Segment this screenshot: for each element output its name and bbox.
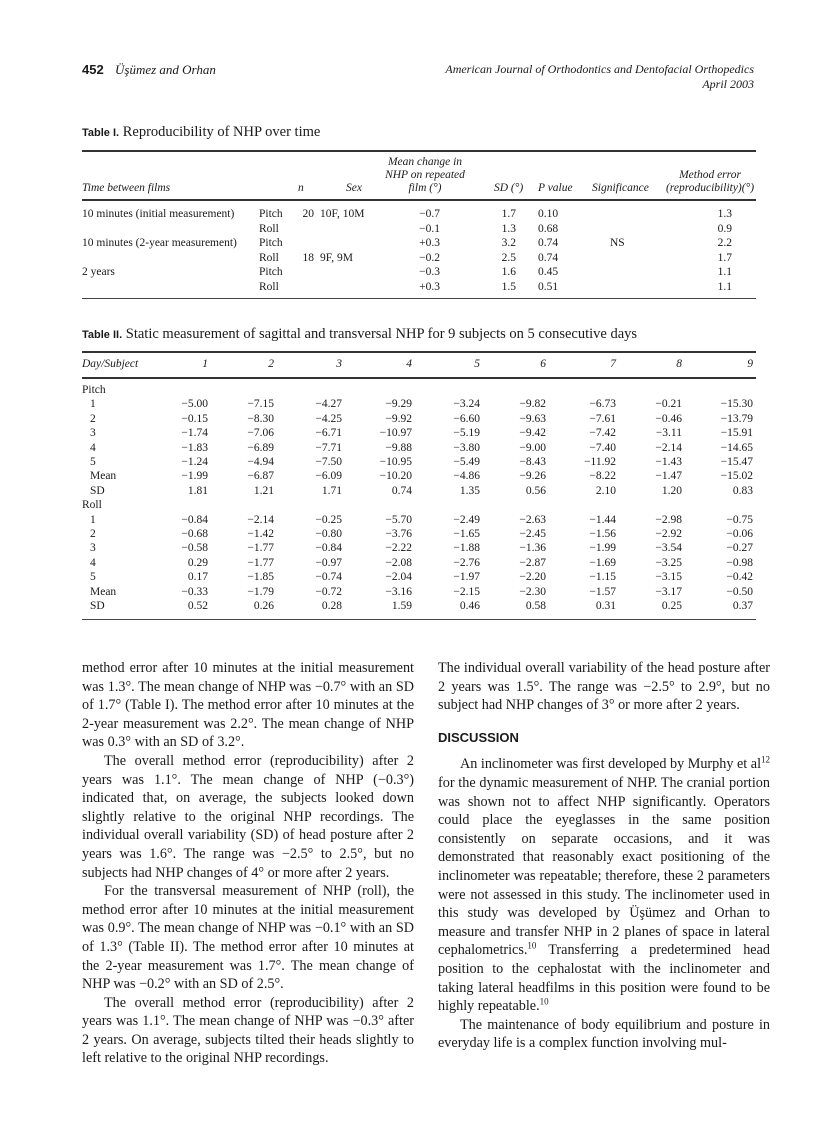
t2-cell: −6.71 — [315, 427, 342, 440]
t2-cell: −1.74 — [181, 427, 208, 440]
t2-cell: −1.85 — [247, 571, 274, 584]
t2-cell: −0.68 — [181, 528, 208, 540]
t2-cell: −11.92 — [584, 456, 616, 468]
table2-bottom-rule — [82, 619, 756, 620]
running-authors: Üşümez and Orhan — [115, 62, 216, 77]
t2-cell: −15.30 — [720, 398, 753, 411]
t2-cell: −0.72 — [315, 585, 342, 598]
t2-cell: 0.31 — [595, 600, 616, 612]
t2-cell: −1.97 — [453, 571, 480, 584]
t2-cell: −5.19 — [453, 427, 480, 440]
t2-cell: −0.06 — [726, 528, 753, 540]
t2-cell: 0.26 — [253, 600, 274, 612]
t2-cell: −0.21 — [655, 398, 682, 411]
t2-cell: −2.49 — [453, 513, 480, 526]
t2-cell: −9.88 — [385, 441, 412, 454]
t1-cell-me: 0.9 — [717, 222, 732, 235]
text-span: Transferring a predetermined head position to the cephalostat with the inclinometer and taking lateral headfilms in this position were found to be highly repeatable. — [438, 942, 770, 1015]
paragraph: The maintenance of body equilibrium and posture in everyday life is a complex function involving mul- — [438, 1016, 770, 1052]
journal-issue: April 2003 — [702, 77, 754, 91]
t1-cell-sex: 9F, 9M — [320, 251, 353, 264]
t2-cell: −5.70 — [385, 513, 412, 526]
table2-caption — [82, 326, 637, 343]
t1-cell-time: 2 years — [82, 266, 115, 278]
t2-cell: 0.25 — [661, 600, 682, 612]
t2-cell: −0.84 — [181, 513, 208, 526]
t2-cell: −1.47 — [655, 470, 682, 483]
t2-col-subject: 7 — [610, 358, 616, 370]
t1-cell-sd: 2.5 — [501, 251, 516, 264]
t2-cell: −9.42 — [519, 427, 546, 440]
t2-cell: −2.92 — [655, 528, 682, 540]
t2-cell: −1.77 — [247, 556, 274, 569]
t1-cell-plane: Roll — [259, 222, 279, 235]
t2-section-label: Roll — [82, 499, 102, 512]
t2-cell: −1.56 — [589, 528, 616, 540]
body-left-column — [82, 659, 414, 1068]
t2-cell: −1.57 — [589, 585, 616, 598]
citation-ref: 12 — [761, 754, 771, 765]
t2-cell: −15.91 — [720, 427, 753, 440]
t2-row-label: 4 — [90, 556, 96, 569]
t1-col-sig: Significance — [592, 182, 649, 194]
t2-col-subject: 6 — [540, 358, 546, 370]
t2-cell: −7.40 — [589, 441, 616, 454]
journal-name: American Journal of Orthodontics and Dentofacial Orthopedics — [445, 62, 754, 76]
t2-cell: −14.65 — [720, 441, 753, 454]
t2-cell: −15.02 — [720, 470, 753, 483]
t2-cell: −3.25 — [655, 556, 682, 569]
t2-cell: −5.00 — [181, 398, 208, 411]
t2-section-label: Pitch — [82, 384, 106, 396]
t2-cell: −1.99 — [181, 470, 208, 483]
t2-cell: −9.82 — [519, 398, 546, 411]
t1-cell-me: 1.7 — [717, 251, 732, 264]
t1-cell-n: 18 — [302, 251, 314, 264]
t2-col-subject: 1 — [202, 358, 208, 370]
t1-cell-mean: +0.3 — [419, 280, 440, 293]
citation-ref: 10 — [527, 940, 537, 951]
section-heading-discussion: DISCUSSION — [438, 729, 519, 745]
t1-cell-sd: 1.5 — [501, 280, 516, 293]
t2-cell: −0.97 — [315, 556, 342, 569]
t2-cell: 0.17 — [187, 571, 208, 584]
t2-row-label: 1 — [90, 513, 96, 526]
t2-cell: −6.87 — [247, 470, 274, 483]
t2-cell: −3.76 — [385, 528, 412, 540]
t2-cell: 1.35 — [459, 484, 480, 497]
t1-cell-plane: Roll — [259, 251, 279, 264]
t2-cell: −4.27 — [315, 398, 342, 411]
citation-ref: 10 — [539, 996, 549, 1007]
t2-col-subject: 5 — [474, 358, 480, 370]
t2-cell: −6.09 — [315, 470, 342, 483]
t1-cell-mean: −0.1 — [419, 222, 440, 235]
t2-cell: −7.61 — [589, 412, 616, 425]
page-number: 452 — [82, 62, 104, 77]
t1-cell-n: 20 — [302, 208, 314, 220]
t2-col-day-subject: Day/Subject — [82, 358, 139, 370]
t1-cell-p: 0.74 — [538, 251, 559, 264]
t2-cell: −3.17 — [655, 585, 682, 598]
t2-cell: 0.29 — [187, 556, 208, 569]
t2-cell: −3.54 — [655, 542, 682, 555]
t2-cell: −1.69 — [589, 556, 616, 569]
table1-title: Reproducibility of NHP over time — [122, 124, 321, 140]
table2-header-rule — [82, 377, 756, 379]
t2-cell: 0.83 — [732, 484, 753, 497]
t2-cell: −9.00 — [519, 441, 546, 454]
t2-cell: 1.71 — [321, 484, 342, 497]
t2-cell: −13.79 — [720, 412, 753, 425]
t2-cell: −2.30 — [519, 585, 546, 598]
t2-cell: −1.88 — [453, 542, 480, 555]
t2-cell: −0.42 — [726, 571, 753, 584]
t1-cell-p: 0.45 — [538, 266, 559, 278]
t2-cell: 0.52 — [187, 600, 208, 612]
t2-cell: −2.15 — [453, 585, 480, 598]
t1-cell-p: 0.51 — [538, 280, 559, 293]
t1-cell-sd: 1.3 — [501, 222, 516, 235]
t2-cell: −3.16 — [385, 585, 412, 598]
t1-col-me-l2: (reproducibility)(°) — [665, 182, 755, 194]
t2-cell: −7.50 — [315, 456, 342, 468]
t1-cell-mean: −0.2 — [419, 251, 440, 264]
t2-cell: −2.20 — [519, 571, 546, 584]
t2-cell: −1.77 — [247, 542, 274, 555]
t2-cell: −1.43 — [655, 456, 682, 468]
t2-cell: −7.15 — [247, 398, 274, 411]
t1-cell-me: 1.1 — [717, 266, 732, 278]
t2-cell: −2.87 — [519, 556, 546, 569]
t2-cell: −3.11 — [655, 427, 682, 440]
t2-cell: −2.14 — [655, 441, 682, 454]
t2-row-label: 2 — [90, 528, 96, 540]
t2-cell: −6.73 — [589, 398, 616, 411]
t2-cell: −0.98 — [726, 556, 753, 569]
t2-row-label: 5 — [90, 571, 96, 584]
t2-row-label: SD — [90, 484, 105, 497]
t1-col-p: P value — [538, 182, 573, 194]
t2-col-subject: 9 — [747, 358, 753, 370]
t2-cell: 0.37 — [732, 600, 753, 612]
t2-cell: −2.08 — [385, 556, 412, 569]
t2-cell: −3.15 — [655, 571, 682, 584]
t2-cell: −4.94 — [247, 456, 274, 468]
t2-cell: −7.06 — [247, 427, 274, 440]
t2-row-label: 2 — [90, 412, 96, 425]
t2-cell: −2.14 — [247, 513, 274, 526]
t2-cell: 0.46 — [459, 600, 480, 612]
t2-cell: −0.74 — [315, 571, 342, 584]
t2-cell: −5.49 — [453, 456, 480, 468]
t2-cell: 1.59 — [391, 600, 412, 612]
t2-cell: −2.98 — [655, 513, 682, 526]
t1-cell-sd: 3.2 — [501, 237, 516, 249]
t2-col-subject: 2 — [268, 358, 274, 370]
paragraph: For the transversal measurement of NHP (roll), the method error after 10 minutes at the initial measurement was 0.9°. The mean change of NHP was −0.1° with an SD of 1.3° (Table II). The method error after 10 minutes at the 2-year measurement was 1.7°. The mean change of NHP was −0.2° with an SD of 2.5°. — [82, 883, 414, 993]
t1-cell-time: 10 minutes (2-year measurement) — [82, 237, 237, 249]
t2-cell: −0.15 — [181, 412, 208, 425]
table2-top-rule — [82, 351, 756, 353]
t1-cell-p: 0.10 — [538, 208, 559, 220]
t2-row-label: 4 — [90, 441, 96, 454]
t2-row-label: 5 — [90, 456, 96, 468]
t2-cell: −2.04 — [385, 571, 412, 584]
t2-cell: −3.24 — [453, 398, 480, 411]
body-right-column — [438, 659, 770, 1053]
t1-cell-me: 1.1 — [717, 280, 732, 293]
t2-cell: −1.42 — [247, 528, 274, 540]
t2-cell: −0.75 — [726, 513, 753, 526]
t2-cell: −2.22 — [385, 542, 412, 555]
t2-row-label: SD — [90, 600, 105, 612]
t2-row-label: 3 — [90, 427, 96, 440]
t1-cell-me: 2.2 — [717, 237, 732, 249]
t1-cell-plane: Pitch — [259, 237, 283, 249]
paragraph: The overall method error (reproducibility) after 2 years was 1.1°. The mean change of NHP (−0.3°) indicated that, on average, the subjects looked down slightly relative to the original NHP recordings. The individual overall variability (SD) of head posture after 2 years was 1.6°. The range was −2.5° to 2.5°, but no subjects had NHP changes of 4° or more after 2 years. — [82, 752, 414, 881]
t2-cell: 1.21 — [253, 484, 274, 497]
t2-cell: −1.99 — [589, 542, 616, 555]
t2-cell: −4.86 — [453, 470, 480, 483]
t2-cell: −9.29 — [385, 398, 412, 411]
t2-cell: 0.56 — [525, 484, 546, 497]
t1-col-mean-l1: Mean change in — [387, 156, 463, 168]
t2-cell: −15.47 — [720, 456, 753, 468]
t1-col-time: Time between films — [82, 182, 171, 194]
t2-cell: −0.80 — [315, 528, 342, 540]
t2-row-label: 3 — [90, 542, 96, 555]
t2-cell: −9.63 — [519, 412, 546, 425]
t2-cell: 1.20 — [661, 484, 682, 497]
t2-cell: −0.46 — [655, 412, 682, 425]
text-span: for the dynamic measurement of NHP. The cranial portion was shown not to affect NHP significantly. Operators could place the eyeglasses in the same position consistently on separate occasions, and it was demonstrated that reasonably exact positioning of the inclinometer was repeatable; therefore, these 2 parameters were not assessed in this study. The inclinometer used in this study was developed by Üşümez and Orhan to measure and transfer NHP in 2 planes of space in lateral cephalometrics. — [438, 774, 770, 959]
t1-cell-mean: −0.7 — [419, 208, 440, 220]
t1-cell-sig: NS — [610, 237, 625, 249]
t1-cell-p: 0.68 — [538, 222, 559, 235]
t1-cell-mean: +0.3 — [419, 237, 440, 249]
t2-cell: −10.97 — [379, 427, 412, 440]
t2-cell: −0.27 — [726, 542, 753, 555]
t1-cell-mean: −0.3 — [419, 266, 440, 278]
t1-cell-sd: 1.6 — [501, 266, 516, 278]
t2-cell: −10.20 — [379, 470, 412, 483]
t1-col-mean-l3: film (°) — [408, 182, 442, 194]
t2-cell: −2.63 — [519, 513, 546, 526]
t2-cell: −8.22 — [589, 470, 616, 483]
t2-cell: −1.65 — [453, 528, 480, 540]
t1-cell-sd: 1.7 — [501, 208, 516, 220]
t2-col-subject: 8 — [676, 358, 682, 370]
t2-cell: −1.24 — [181, 456, 208, 468]
table1-caption — [82, 124, 320, 141]
table1-header-rule — [82, 199, 756, 201]
t1-cell-plane: Pitch — [259, 266, 283, 278]
t1-col-n: n — [298, 182, 304, 194]
t2-cell: −6.89 — [247, 441, 274, 454]
t2-cell: −4.25 — [315, 412, 342, 425]
t1-cell-p: 0.74 — [538, 237, 559, 249]
t1-col-mean — [370, 156, 480, 195]
t2-row-label: 1 — [90, 398, 96, 411]
t2-cell: −10.95 — [379, 456, 412, 468]
t2-cell: −7.71 — [315, 441, 342, 454]
t2-col-subject: 4 — [406, 358, 412, 370]
t1-cell-plane: Pitch — [259, 208, 283, 220]
table1-label: Table I. — [82, 127, 120, 139]
t2-cell: −9.26 — [519, 470, 546, 483]
t2-cell: −0.25 — [315, 513, 342, 526]
t2-cell: 1.81 — [187, 484, 208, 497]
t1-cell-plane: Roll — [259, 280, 279, 293]
t1-col-sd: SD (°) — [494, 182, 524, 194]
table2-label: Table II. — [82, 329, 123, 341]
table1-bottom-rule — [82, 298, 756, 299]
t2-row-label: Mean — [90, 470, 117, 483]
t2-cell: −0.50 — [726, 585, 753, 598]
t2-cell: −7.42 — [589, 427, 616, 440]
paragraph: method error after 10 minutes at the initial measurement was 1.3°. The mean change of NHP was −0.7° with an SD of 1.7° (Table I). The method error after 10 minutes at the 2-year measurement was 2.2°. The mean change of NHP was 0.3° with an SD of 3.2°. — [82, 660, 414, 751]
text-span: An inclinometer was first developed by Murphy et al — [460, 756, 762, 773]
t2-cell: −1.83 — [181, 441, 208, 454]
t1-col-mean-l2: NHP on repeated — [385, 169, 465, 181]
t2-cell: −1.79 — [247, 585, 274, 598]
t2-cell: 0.28 — [321, 600, 342, 612]
table1-top-rule — [82, 150, 756, 152]
table2-title: Static measurement of sagittal and transversal NHP for 9 subjects on 5 consecutive days — [125, 326, 638, 342]
t2-cell: −8.30 — [247, 412, 274, 425]
t2-cell: 0.74 — [391, 484, 412, 497]
paragraph: The overall method error (reproducibility) after 2 years was 1.1°. The mean change of NHP was −0.3° after 2 years. On average, subjects tilted their heads slightly to left relative to the original NHP recordings. — [82, 994, 414, 1067]
paragraph: The individual overall variability of the head posture after 2 years was 1.5°. The range was −2.5° to 2.9°, but no subject had NHP changes of 3° or more after 2 years. — [438, 660, 770, 714]
journal-header — [445, 62, 754, 92]
t2-cell: −3.80 — [453, 441, 480, 454]
t2-row-label: Mean — [90, 585, 117, 598]
t1-col-sex: Sex — [346, 182, 362, 194]
t1-col-me-l1: Method error — [679, 169, 741, 181]
t2-cell: −0.58 — [181, 542, 208, 555]
t2-cell: −6.60 — [453, 412, 480, 425]
paragraph — [438, 755, 770, 1015]
t1-col-me — [660, 169, 760, 195]
t2-col-subject: 3 — [336, 358, 342, 370]
t1-cell-time: 10 minutes (initial measurement) — [82, 208, 235, 220]
t2-cell: −0.84 — [315, 542, 342, 555]
t2-cell: −2.76 — [453, 556, 480, 569]
t2-cell: −8.43 — [519, 456, 546, 468]
t1-cell-sex: 10F, 10M — [320, 208, 365, 220]
t2-cell: −1.15 — [589, 571, 616, 584]
t2-cell: −2.45 — [519, 528, 546, 540]
t2-cell: 2.10 — [595, 484, 616, 497]
t2-cell: −1.36 — [519, 542, 546, 555]
t2-cell: −1.44 — [589, 513, 616, 526]
t2-cell: −9.92 — [385, 412, 412, 425]
t2-cell: −0.33 — [181, 585, 208, 598]
t2-cell: 0.58 — [525, 600, 546, 612]
t1-cell-me: 1.3 — [717, 208, 732, 220]
